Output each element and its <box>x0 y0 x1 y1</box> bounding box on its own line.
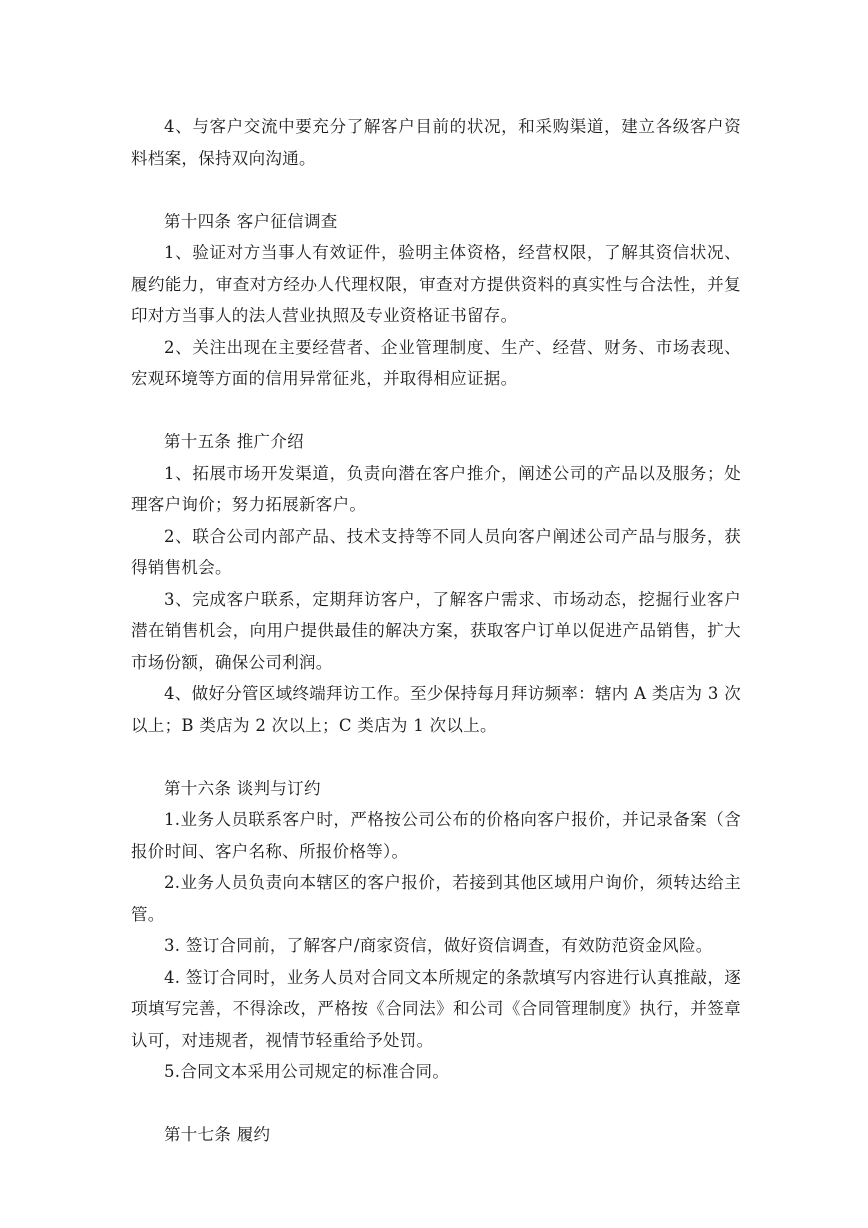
heading-article-14: 第十四条 客户征信调查 <box>164 211 338 231</box>
heading-article-15: 第十五条 推广介绍 <box>164 432 304 451</box>
paragraph-15-4: 4、做好分管区域终端拜访工作。至少保持每月拜访频率：辖内 A 类店为 3 次以上；B 类店为 2 次以上；C 类店为 1 次以上。 <box>131 684 741 735</box>
paragraph-16-4: 4. 签订合同时，业务人员对合同文本所规定的条款填写内容进行认真推敲，逐项填写完善，不得涂改，严格按《合同法》和公司《合同管理制度》执行，并签章认可，对违规者，视情节轻重给予处罚。 <box>131 967 741 1050</box>
paragraph-13-4: 4、与客户交流中要充分了解客户目前的状况，和采购渠道，建立各级客户资料档案，保持双向沟通。 <box>131 117 741 168</box>
section-gap <box>131 395 741 427</box>
paragraph-14-2: 2、关注出现在主要经营者、企业管理制度、生产、经营、财务、市场表现、宏观环境等方面的信用异常征兆，并取得相应证据。 <box>131 337 741 388</box>
paragraph-16-5: 5.合同文本采用公司规定的标准合同。 <box>164 1062 450 1081</box>
paragraph-16-3: 3. 签订合同前，了解客户/商家资信，做好资信调查，有效防范资金风险。 <box>164 936 713 955</box>
paragraph-15-2: 2、联合公司内部产品、技术支持等不同人员向客户阐述公司产品与服务，获得销售机会。 <box>131 526 741 577</box>
document-body <box>131 111 741 1151</box>
paragraph-15-3: 3、完成客户联系，定期拜访客户，了解客户需求、市场动态，挖掘行业客户潜在销售机会，向用户提供最佳的解决方案，获取客户订单以促进产品销售，扩大市场份额，确保公司利润。 <box>131 589 741 672</box>
paragraph-16-1: 1.业务人员联系客户时，严格按公司公布的价格向客户报价，并记录备案（含报价时间、客户名称、所报价格等）。 <box>131 810 741 861</box>
paragraph-16-2: 2.业务人员负责向本辖区的客户报价，若接到其他区域用户询价，须转达给主管。 <box>131 873 741 924</box>
section-gap <box>131 1088 741 1120</box>
heading-article-17: 第十七条 履约 <box>164 1125 271 1144</box>
section-gap <box>131 174 741 206</box>
paragraph-14-1: 1、验证对方当事人有效证件，验明主体资格，经营权限，了解其资信状况、履约能力，审查对方经办人代理权限，审查对方提供资料的真实性与合法性，并复印对方当事人的法人营业执照及专业资格证书留存。 <box>131 243 741 325</box>
section-gap <box>131 741 741 773</box>
heading-article-16: 第十六条 谈判与订约 <box>164 778 321 798</box>
paragraph-15-1: 1、拓展市场开发渠道，负责向潜在客户推介，阐述公司的产品以及服务；处理客户询价；努力拓展新客户。 <box>131 463 741 514</box>
